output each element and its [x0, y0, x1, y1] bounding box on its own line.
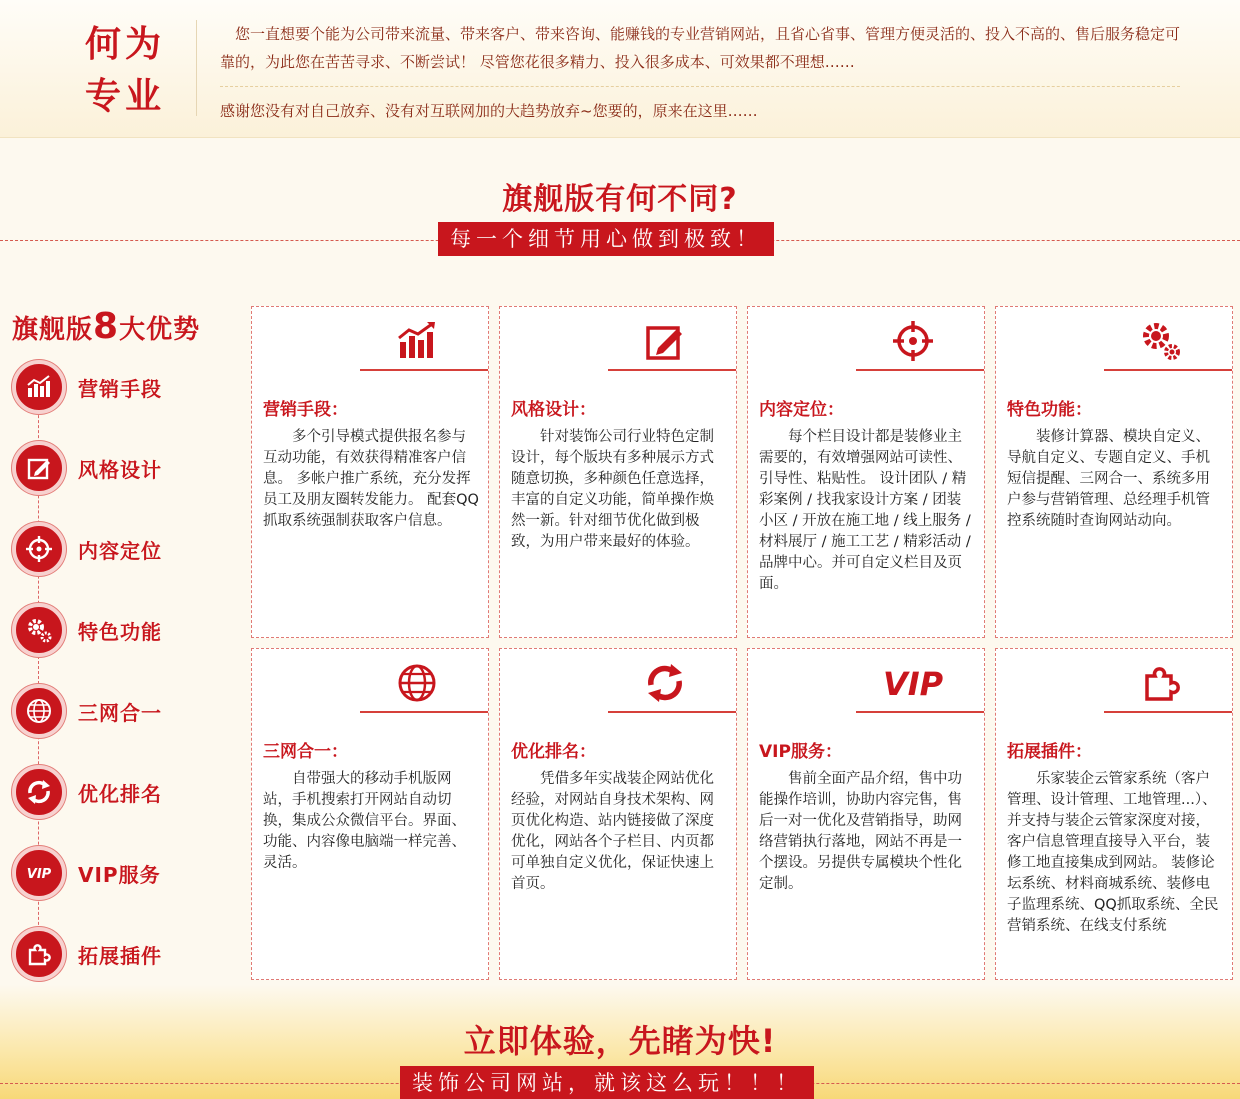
edit-icon [640, 319, 690, 363]
card-body: 针对装饰公司行业特色定制设计，每个版块有多种展示方式随意切换，多种颜色任意选择，丰富的自定义功能，简单操作焕然一新。针对细节优化做到极致，为用户带来最好的体验。 [511, 429, 714, 550]
gears-icon [1136, 319, 1186, 363]
svg-text:VIP: VIP [26, 867, 52, 882]
intro-paragraph: 感谢您没有对自己放弃、没有对互联网加的大趋势放弃~您要的，原来在这里…… [220, 102, 758, 120]
sidebar-item-plugins[interactable] [12, 927, 212, 981]
card-heading: 内容定位： [759, 400, 844, 420]
crosshair-icon [888, 319, 938, 363]
sidebar-item-label: 拓展插件 [78, 943, 162, 968]
card-rule [856, 369, 984, 371]
card-body: 自带强大的移动手机版网站，手机搜索打开网站自动切换，集成公众微信平台。界面、功能、内容像电脑端一样完善、灵活。 [263, 771, 466, 871]
globe-icon [12, 684, 66, 738]
card-heading: 优化排名： [511, 742, 596, 762]
chart-icon [12, 360, 66, 414]
cta-ribbon[interactable]: 装饰公司网站，就该这么玩！！！ [400, 1066, 814, 1099]
card-body: 售前全面产品介绍，售中功能操作培训，协助内容完售，售后一对一优化及营销指导，助网络营销执行落地，网站不再是一个摆设。另提供专属模块个性化定制。 [759, 771, 962, 892]
sidebar-item-three-in-one[interactable] [12, 684, 212, 738]
section-headline: 旗舰版有何不同? [502, 182, 738, 217]
feature-card-style [499, 306, 737, 638]
card-rule [856, 711, 984, 713]
feature-card-features [995, 306, 1233, 638]
sidebar-title-prefix: 旗舰版 [12, 315, 94, 345]
feature-card-content [747, 306, 985, 638]
sidebar-title [12, 306, 200, 347]
svg-text:VIP: VIP [882, 665, 944, 703]
refresh-icon [640, 661, 690, 705]
feature-card-marketing [251, 306, 489, 638]
sidebar-item-style[interactable] [12, 441, 212, 495]
gears-icon [12, 603, 66, 657]
sidebar-title-number: 8 [93, 306, 120, 347]
sidebar-title-suffix: 大优势 [119, 315, 201, 345]
card-body: 每个栏目设计都是装修业主需要的，有效增强网站可读性、引导性、粘贴性。 设计团队 / 精彩案例 / 找我家设计方案 / 团装小区 / 开放在施工地 / 线上服务 / 材料展厅 / 施工工艺 / 精彩活动 / 品牌中心。并可自定义栏目及页面。 [759, 429, 971, 592]
sidebar-item-label: 内容定位 [78, 538, 162, 563]
sidebar-item-content[interactable] [12, 522, 212, 576]
sidebar-item-label: 营销手段 [78, 376, 162, 401]
card-rule [360, 369, 488, 371]
intro-text [220, 20, 1180, 125]
card-heading: 三网合一： [263, 742, 348, 762]
puzzle-icon [1136, 661, 1186, 705]
sidebar-item-ranking[interactable] [12, 765, 212, 819]
puzzle-icon [12, 927, 66, 981]
card-body: 乐家装企云管家系统（客户管理、设计管理、工地管理...）、 并支持与装企云管家深度对接，客户信息管理直接导入平台，装修工地直接集成到网站。 装修论坛系统、材料商城系统、装修电子监理系统、QQ抓取系统、全民营销系统、在线支付系统 [1007, 771, 1219, 934]
chart-icon [392, 319, 442, 363]
sidebar-item-marketing[interactable] [12, 360, 212, 414]
card-rule [1104, 369, 1232, 371]
headline-ribbon: 每一个细节用心做到极致！ [438, 222, 774, 256]
card-body: 装修计算器、模块自定义、导航自定义、专题自定义、手机短信提醒、三网合一、系统多用户参与营销管理、总经理手机管控系统随时查询网站动向。 [1007, 429, 1210, 529]
card-body: 凭借多年实战装企网站优化经验，对网站自身技术架构、网页优化构造、站内链接做了深度优化，网站各个子栏目、内页都可单独自定义优化，保证快速上首页。 [511, 771, 714, 892]
crosshair-icon [12, 522, 66, 576]
sidebar-item-label: VIP服务 [78, 862, 161, 887]
card-heading: 营销手段： [263, 400, 348, 420]
card-body: 多个引导模式提供报名参与互动功能，有效获得精准客户信息。 多帐户推广系统，充分发挥员工及朋友圈转发能力。 配套QQ抓取系统强制获取客户信息。 [263, 429, 479, 529]
globe-icon [392, 661, 442, 705]
feature-card-three-in-one [251, 648, 489, 980]
sidebar-item-label: 优化排名 [78, 781, 162, 806]
card-rule [608, 369, 736, 371]
vip-icon [876, 661, 950, 705]
card-heading: 特色功能： [1007, 400, 1092, 420]
edit-icon [12, 441, 66, 495]
cta-headline: 立即体验，先睹为快! [463, 1022, 777, 1060]
card-heading: 风格设计： [511, 400, 596, 420]
sidebar-item-label: 三网合一 [78, 700, 162, 725]
card-rule [1104, 711, 1232, 713]
sidebar-item-label: 特色功能 [78, 619, 162, 644]
intro-divider [196, 20, 197, 116]
card-heading: VIP服务： [759, 742, 842, 762]
intro-title [70, 18, 180, 122]
card-rule [360, 711, 488, 713]
card-heading: 拓展插件： [1007, 742, 1092, 762]
sidebar-item-features[interactable] [12, 603, 212, 657]
sidebar-item-label: 风格设计 [78, 457, 162, 482]
feature-card-ranking [499, 648, 737, 980]
card-rule [608, 711, 736, 713]
sidebar-item-vip[interactable] [12, 846, 212, 900]
intro-title-line2: 专业 [84, 75, 165, 117]
feature-card-vip [747, 648, 985, 980]
intro-paragraph: 您一直想要个能为公司带来流量、带来客户、带来咨询、能赚钱的专业营销网站，且省心省事、管理方便灵活的、投入不高的、售后服务稳定可靠的，为此您在苦苦寻求、不断尝试！ 尽管您花很多精力、投入很多成本、可效果都不理想…… [220, 20, 1180, 87]
intro-title-line1: 何为 [84, 23, 165, 65]
vip-icon [12, 846, 66, 900]
refresh-icon [12, 765, 66, 819]
feature-card-plugins [995, 648, 1233, 980]
intro-section [0, 0, 1240, 138]
